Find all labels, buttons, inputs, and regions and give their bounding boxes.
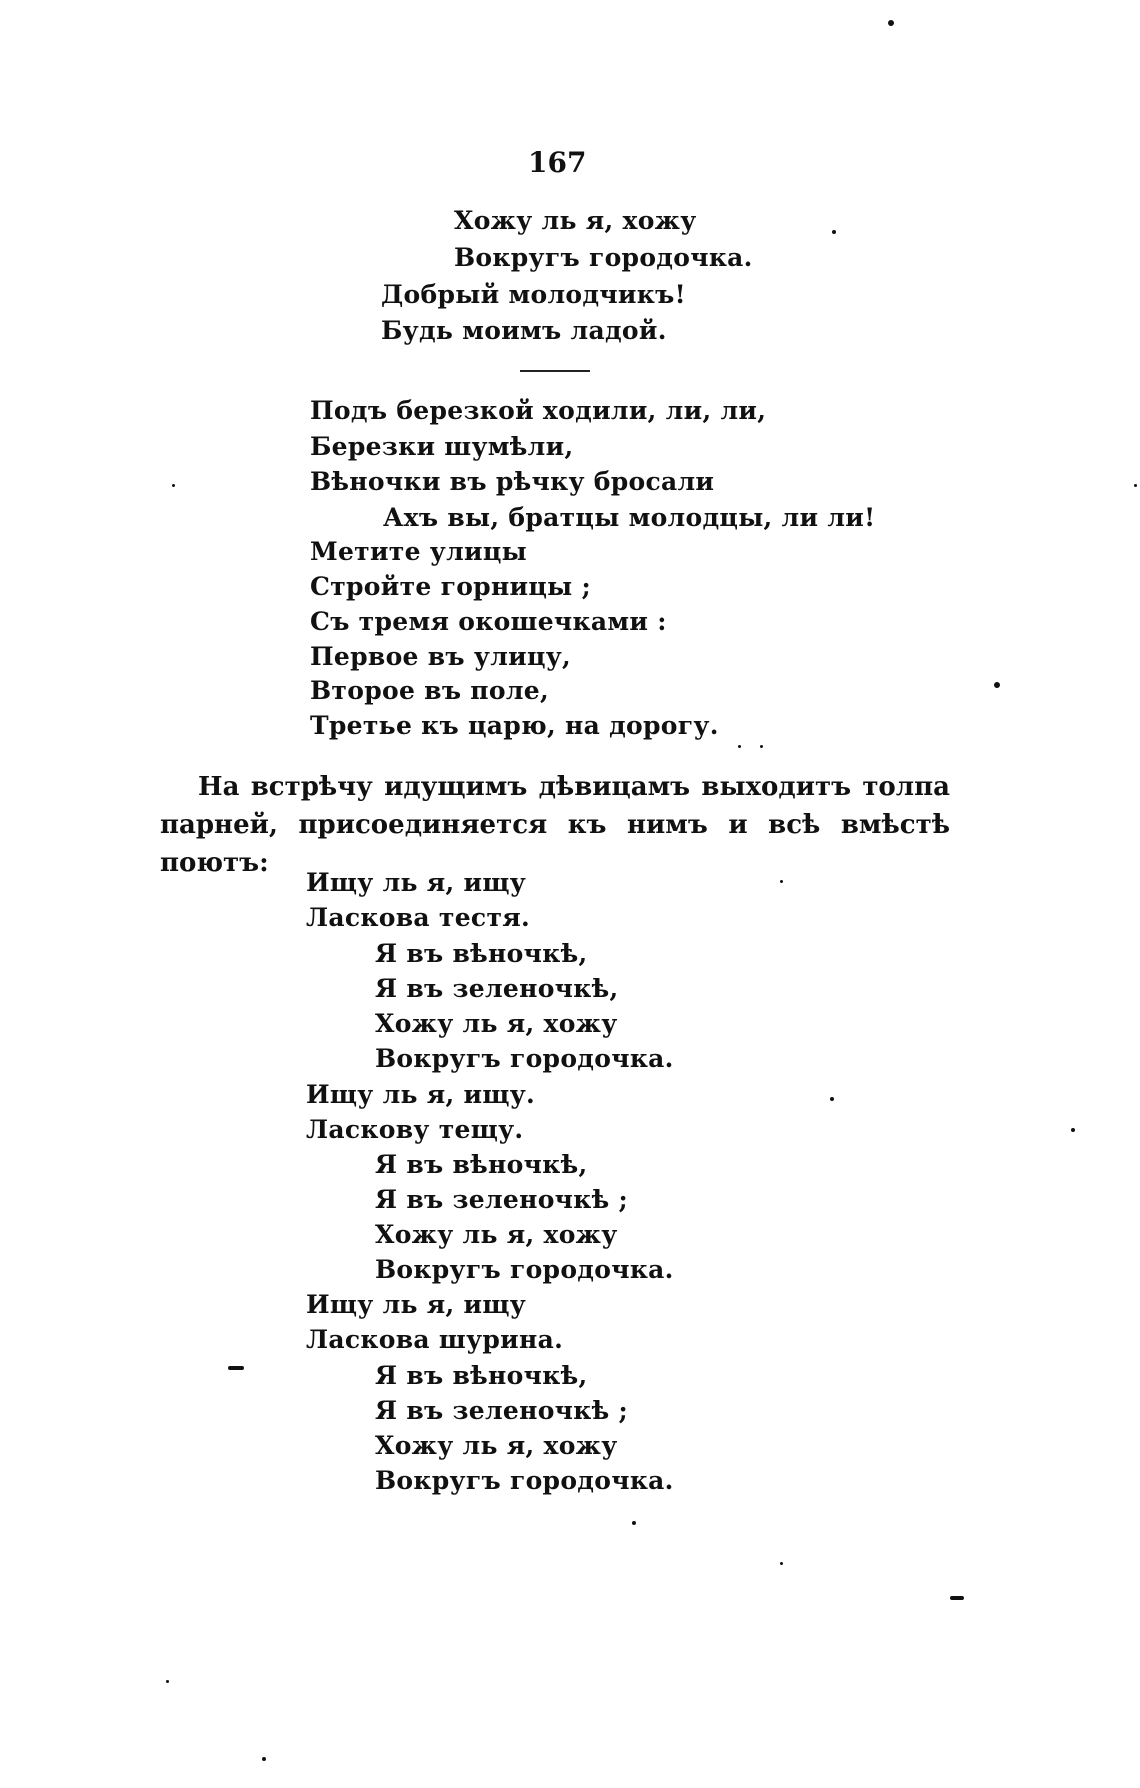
verse-line: Ласкову тещу. <box>306 1115 524 1144</box>
scan-speck <box>888 20 894 26</box>
verse-line: Будь моимъ ладой. <box>381 316 667 345</box>
verse-line: Я въ зеленочкѣ ; <box>375 1185 629 1214</box>
verse-line: Вокругъ городочка. <box>375 1044 674 1073</box>
stage-direction-paragraph: На встрѣчу идущимъ дѣвицамъ выходитъ толпа парней, присоединяется къ нимъ и всѣ вмѣстѣ поютъ: <box>160 772 950 878</box>
scan-speck <box>262 1757 266 1761</box>
scan-speck <box>830 1097 834 1101</box>
verse-line: Ищу ль я, ищу. <box>306 1080 536 1109</box>
verse-line: Третье къ царю, на дорогу. <box>310 711 719 740</box>
scan-speck <box>780 1562 783 1565</box>
verse-line: Я въ вѣночкѣ, <box>375 1150 588 1179</box>
verse-line: Хожу ль я, хожу <box>375 1009 618 1038</box>
scan-speck <box>738 745 741 748</box>
scan-speck <box>228 1366 244 1370</box>
verse-line: Хожу ль я, хожу <box>375 1220 618 1249</box>
verse-line: Второе въ поле, <box>310 676 550 705</box>
verse-line: Ласкова тестя. <box>306 903 531 932</box>
verse-line: Ищу ль я, ищу <box>306 868 527 897</box>
scan-speck <box>780 880 783 883</box>
verse-line: Ищу ль я, ищу <box>306 1290 527 1319</box>
verse-line: Вѣночки въ рѣчку бросали <box>310 467 715 496</box>
scan-speck <box>832 230 836 234</box>
verse-line: Метите улицы <box>310 537 528 566</box>
scan-speck <box>1071 1128 1075 1132</box>
verse-line: Я въ вѣночкѣ, <box>375 939 588 968</box>
verse-line: Ласкова шурина. <box>306 1325 564 1354</box>
verse-line: Вокругъ городочка. <box>454 243 753 272</box>
scan-speck <box>632 1521 636 1525</box>
verse-line: Я въ зеленочкѣ ; <box>375 1396 629 1425</box>
verse-line: Березки шумѣли, <box>310 432 574 461</box>
scan-speck <box>172 484 175 487</box>
verse-line: Я въ вѣночкѣ, <box>375 1361 588 1390</box>
scan-speck <box>950 1596 964 1600</box>
scan-speck <box>760 745 763 748</box>
verse-line: Съ тремя окошечками : <box>310 607 667 636</box>
verse-line: Я въ зеленочкѣ, <box>375 974 619 1003</box>
verse-line: Добрый молодчикъ! <box>381 280 686 309</box>
verse-line: Подъ березкой ходили, ли, ли, <box>310 396 767 425</box>
verse-line: Вокругъ городочка. <box>375 1466 674 1495</box>
scan-speck <box>1134 484 1137 487</box>
verse-line: Вокругъ городочка. <box>375 1255 674 1284</box>
verse-line: Хожу ль я, хожу <box>375 1431 618 1460</box>
section-divider <box>520 370 590 372</box>
verse-line: Стройте горницы ; <box>310 572 592 601</box>
scan-speck <box>994 682 1000 688</box>
verse-line: Ахъ вы, братцы молодцы, ли ли! <box>383 503 876 532</box>
verse-line: Первое въ улицу, <box>310 642 572 671</box>
verse-line: Хожу ль я, хожу <box>454 206 697 235</box>
scan-speck <box>166 1680 169 1683</box>
page-number: 167 <box>528 146 587 179</box>
